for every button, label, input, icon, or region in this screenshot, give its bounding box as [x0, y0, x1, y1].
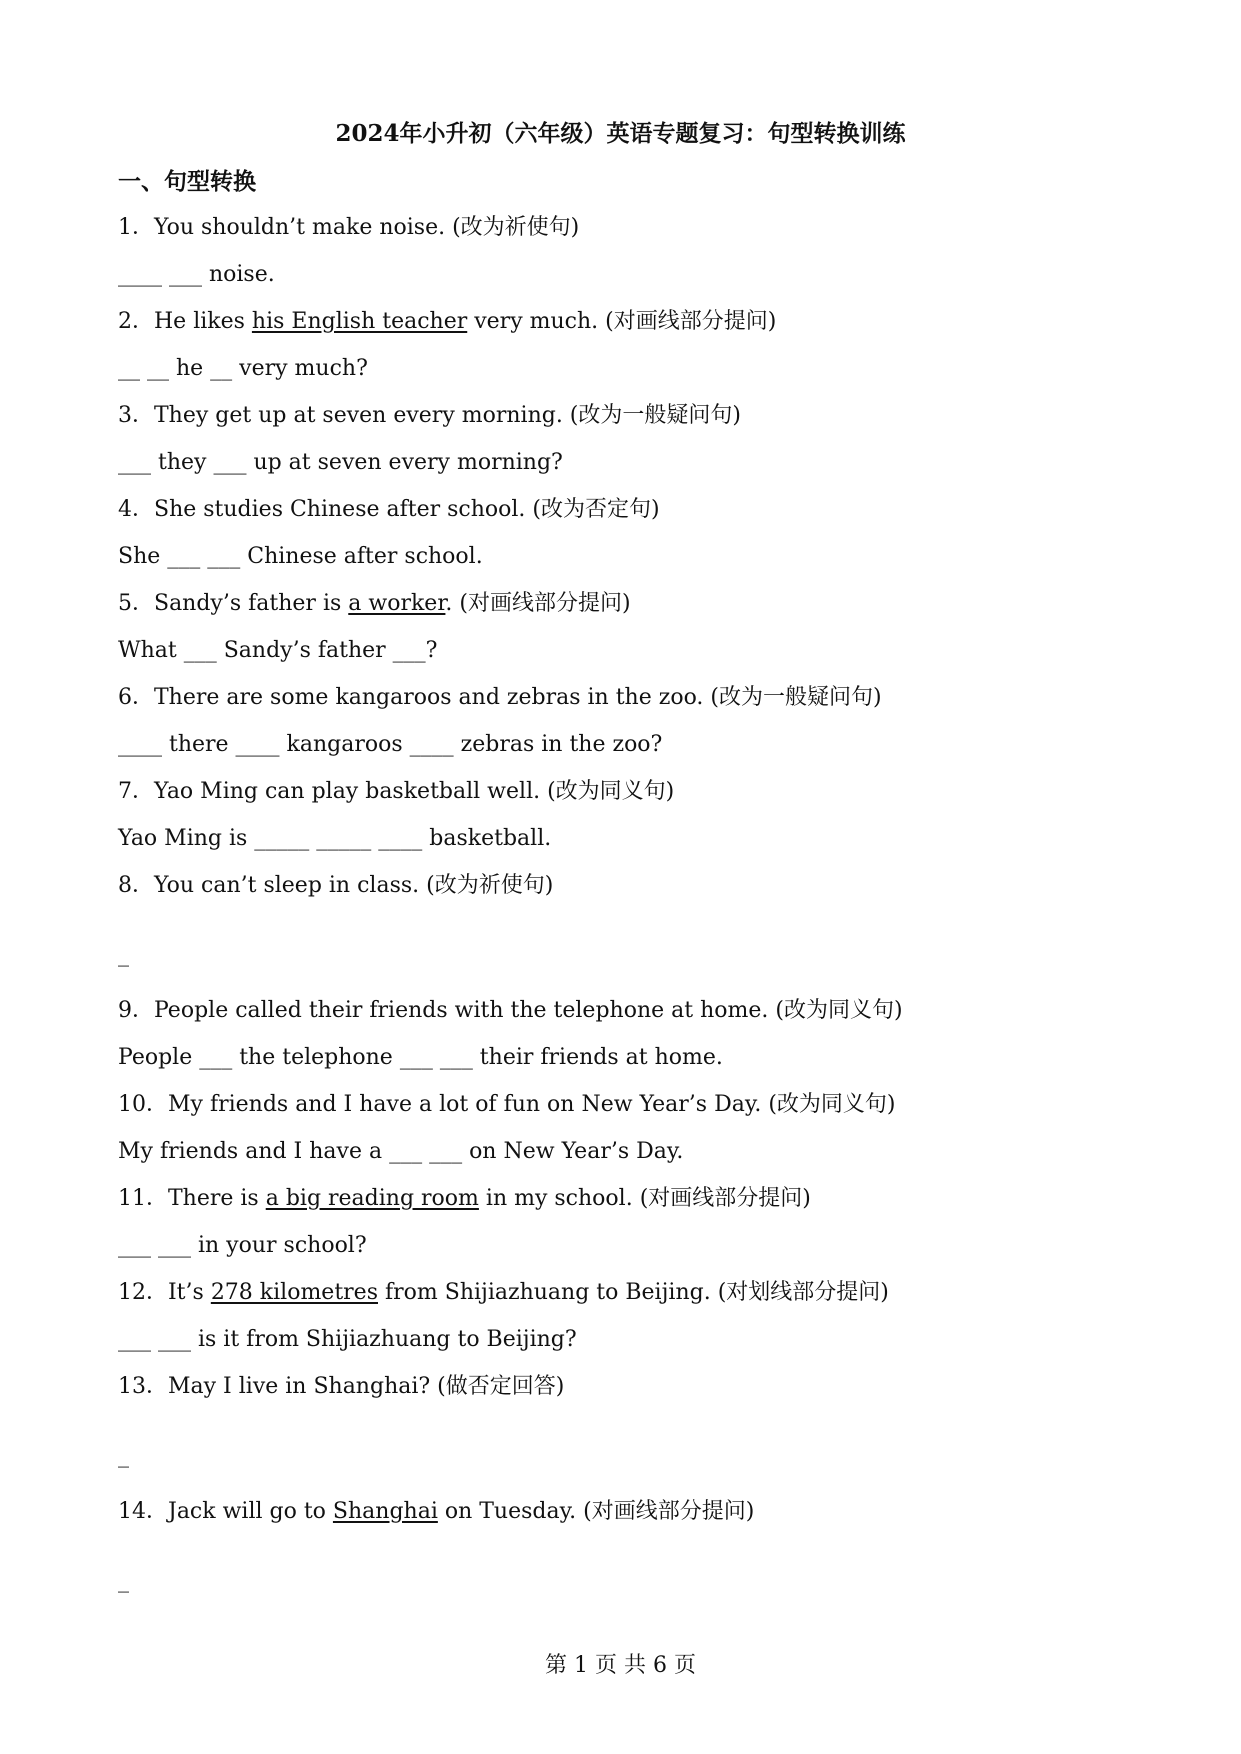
text-segment: 3．They get up at seven every morning. (改为一般疑问句)	[118, 403, 741, 428]
text-segment: _	[118, 942, 129, 967]
text-segment: Yao Ming is _____ _____ ____ basketball.	[118, 826, 552, 851]
text-segment: on Tuesday. (对画线部分提问)	[437, 1499, 755, 1524]
question-3	[118, 400, 741, 432]
text-segment: . (对画线部分提问)	[445, 591, 631, 616]
text-segment: 11．There is	[118, 1186, 266, 1211]
text-segment: 9．People called their friends with the telephone at home. (改为同义句)	[118, 998, 903, 1023]
question-12	[118, 1277, 889, 1309]
question-8	[118, 870, 553, 902]
answer-line-12	[118, 1324, 577, 1356]
underlined-phrase: 278 kilometres	[210, 1280, 378, 1305]
answer-line-9	[118, 1042, 723, 1074]
text-segment: _	[118, 1443, 129, 1468]
answer-line-4	[118, 541, 483, 573]
text-segment: 12．It’s	[118, 1280, 211, 1305]
underlined-phrase: a big reading room	[265, 1186, 479, 1211]
text-segment: People ___ the telephone ___ ___ their friends at home.	[118, 1045, 723, 1070]
page-footer: 第 1 页 共 6 页	[545, 1653, 696, 1678]
text-segment: ___ ___ is it from Shijiazhuang to Beijing?	[118, 1327, 577, 1352]
text-segment: from Shijiazhuang to Beijing. (对划线部分提问)	[378, 1280, 889, 1305]
answer-line-1	[118, 259, 275, 291]
text-segment: 6．There are some kangaroos and zebras in the zoo. (改为一般疑问句)	[118, 685, 882, 710]
question-2	[118, 306, 776, 338]
question-1	[118, 212, 579, 244]
answer-line-11	[118, 1230, 367, 1262]
text-segment: 14．Jack will go to	[118, 1499, 333, 1524]
question-14	[118, 1496, 754, 1528]
document-title: 2024年小升初（六年级）英语专题复习：句型转换训练	[335, 120, 906, 147]
text-segment: ____ ___ noise.	[118, 262, 275, 287]
answer-line-10	[118, 1136, 683, 1168]
answer-line-2	[118, 353, 368, 385]
text-segment: 1．You shouldn’t make noise. (改为祈使句)	[118, 215, 580, 240]
question-6	[118, 682, 882, 714]
answer-line-6	[118, 729, 662, 761]
text-segment: What ___ Sandy’s father ___?	[118, 638, 438, 663]
question-5	[118, 588, 631, 620]
text-segment: 10．My friends and I have a lot of fun on New Year’s Day. (改为同义句)	[118, 1092, 896, 1117]
answer-line-3	[118, 447, 563, 479]
text-segment: _	[118, 1568, 129, 1593]
text-segment: 7．Yao Ming can play basketball well. (改为同义句)	[118, 779, 675, 804]
text-segment: very much. (对画线部分提问)	[467, 309, 777, 334]
underlined-phrase: Shanghai	[332, 1499, 438, 1524]
underlined-phrase: a worker	[348, 591, 446, 616]
text-segment: ____ there ____ kangaroos ____ zebras in the zoo?	[118, 732, 663, 757]
answer-line-8	[118, 939, 129, 971]
text-segment: My friends and I have a ___ ___ on New Year’s Day.	[118, 1139, 684, 1164]
underlined-phrase: his English teacher	[251, 309, 468, 334]
question-4	[118, 494, 660, 526]
answer-line-5	[118, 635, 437, 667]
question-13	[118, 1371, 564, 1403]
text-segment: 5．Sandy’s father is	[118, 591, 349, 616]
answer-line-13	[118, 1440, 129, 1472]
question-9	[118, 995, 903, 1027]
text-segment: 2．He likes	[118, 309, 252, 334]
text-segment: ___ they ___ up at seven every morning?	[118, 450, 563, 475]
text-segment: 4．She studies Chinese after school. (改为否定句)	[118, 497, 660, 522]
answer-line-14	[118, 1565, 129, 1597]
text-segment: ___ ___ in your school?	[118, 1233, 367, 1258]
question-10	[118, 1089, 896, 1121]
text-segment: __ __ he __ very much?	[118, 356, 368, 381]
text-segment: 13．May I live in Shanghai? (做否定回答)	[118, 1374, 565, 1399]
text-segment: She ___ ___ Chinese after school.	[118, 544, 483, 569]
text-segment: 8．You can’t sleep in class. (改为祈使句)	[118, 873, 554, 898]
text-segment: in my school. (对画线部分提问)	[478, 1186, 811, 1211]
section-heading: 一、句型转换	[118, 168, 256, 195]
answer-line-7	[118, 823, 551, 855]
question-11	[118, 1183, 811, 1215]
question-7	[118, 776, 674, 808]
